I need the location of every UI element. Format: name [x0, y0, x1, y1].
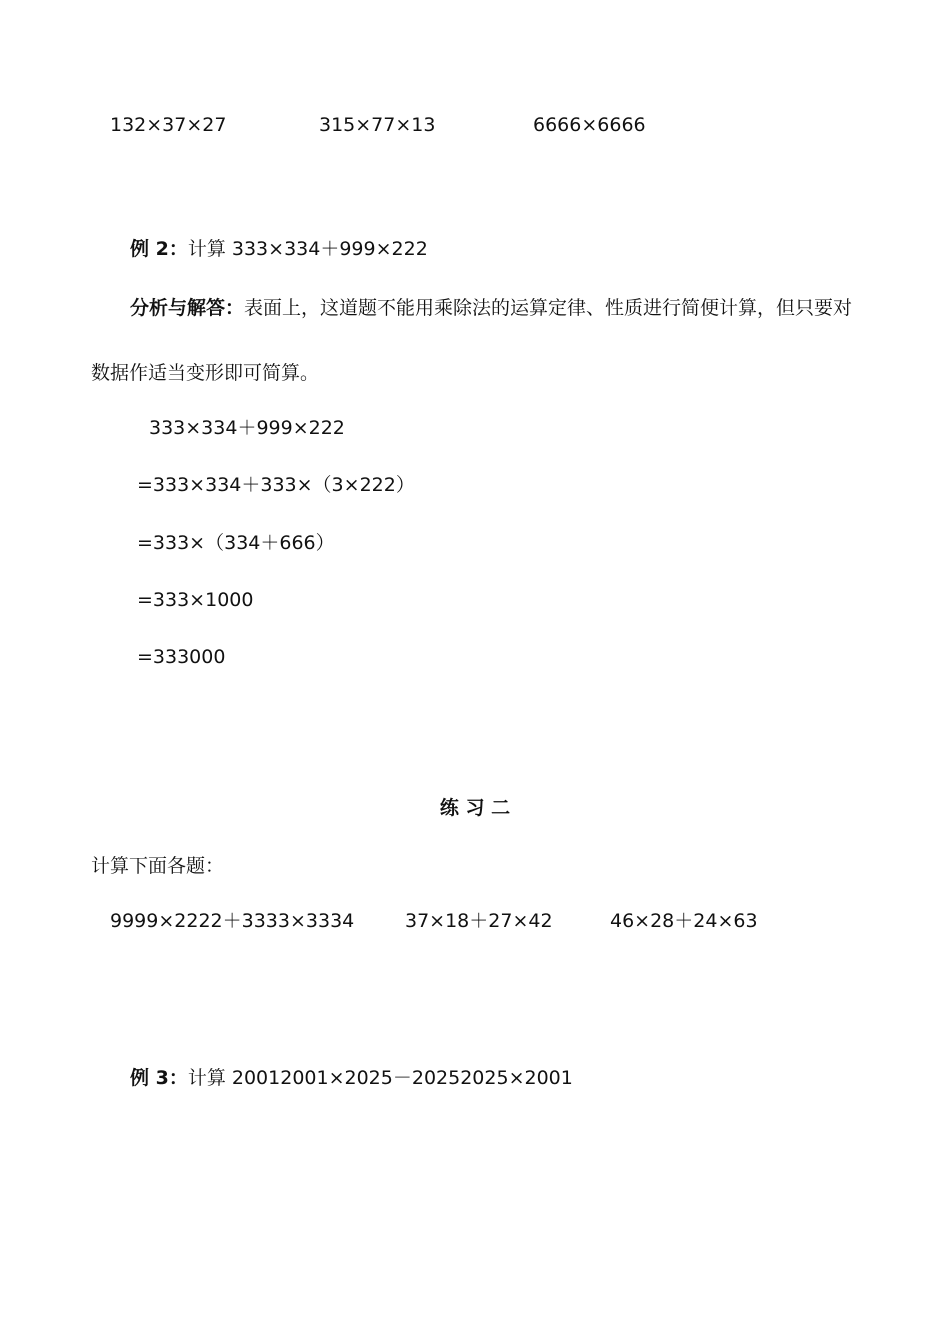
example-2-heading [130, 237, 428, 261]
solution-step-1: 333×334＋999×222 [149, 417, 345, 439]
example-2-label: 例 2： [130, 238, 188, 260]
exercise-2: 315×77×13 [319, 114, 436, 136]
example-3-label: 例 3： [130, 1067, 188, 1089]
example-3-text: 计算 20012001×2025－20252025×2001 [187, 1067, 573, 1089]
analysis-line-1 [130, 296, 852, 320]
solution-step-5: =333000 [137, 646, 226, 668]
analysis-text-2: 数据作适当变形即可简算。 [91, 362, 320, 384]
practice-title: 练 习 二 [439, 797, 511, 819]
exercise-1: 132×37×27 [110, 114, 227, 136]
practice-problem-2: 37×18＋27×42 [405, 910, 553, 932]
analysis-text-1: 表面上，这道题不能用乘除法的运算定律、性质进行简便计算，但只要对 [244, 297, 853, 319]
practice-problem-1: 9999×2222＋3333×3334 [110, 910, 355, 932]
example-3-heading [130, 1066, 573, 1090]
solution-step-3: =333×（334＋666） [137, 532, 335, 554]
practice-problem-3: 46×28＋24×63 [610, 910, 758, 932]
example-2-text: 计算 333×334＋999×222 [187, 238, 428, 260]
solution-step-4: =333×1000 [137, 589, 254, 611]
analysis-label: 分析与解答： [130, 297, 245, 319]
exercise-3: 6666×6666 [533, 114, 646, 136]
practice-instruction: 计算下面各题： [91, 855, 225, 877]
solution-step-2: =333×334＋333×（3×222） [137, 474, 415, 496]
